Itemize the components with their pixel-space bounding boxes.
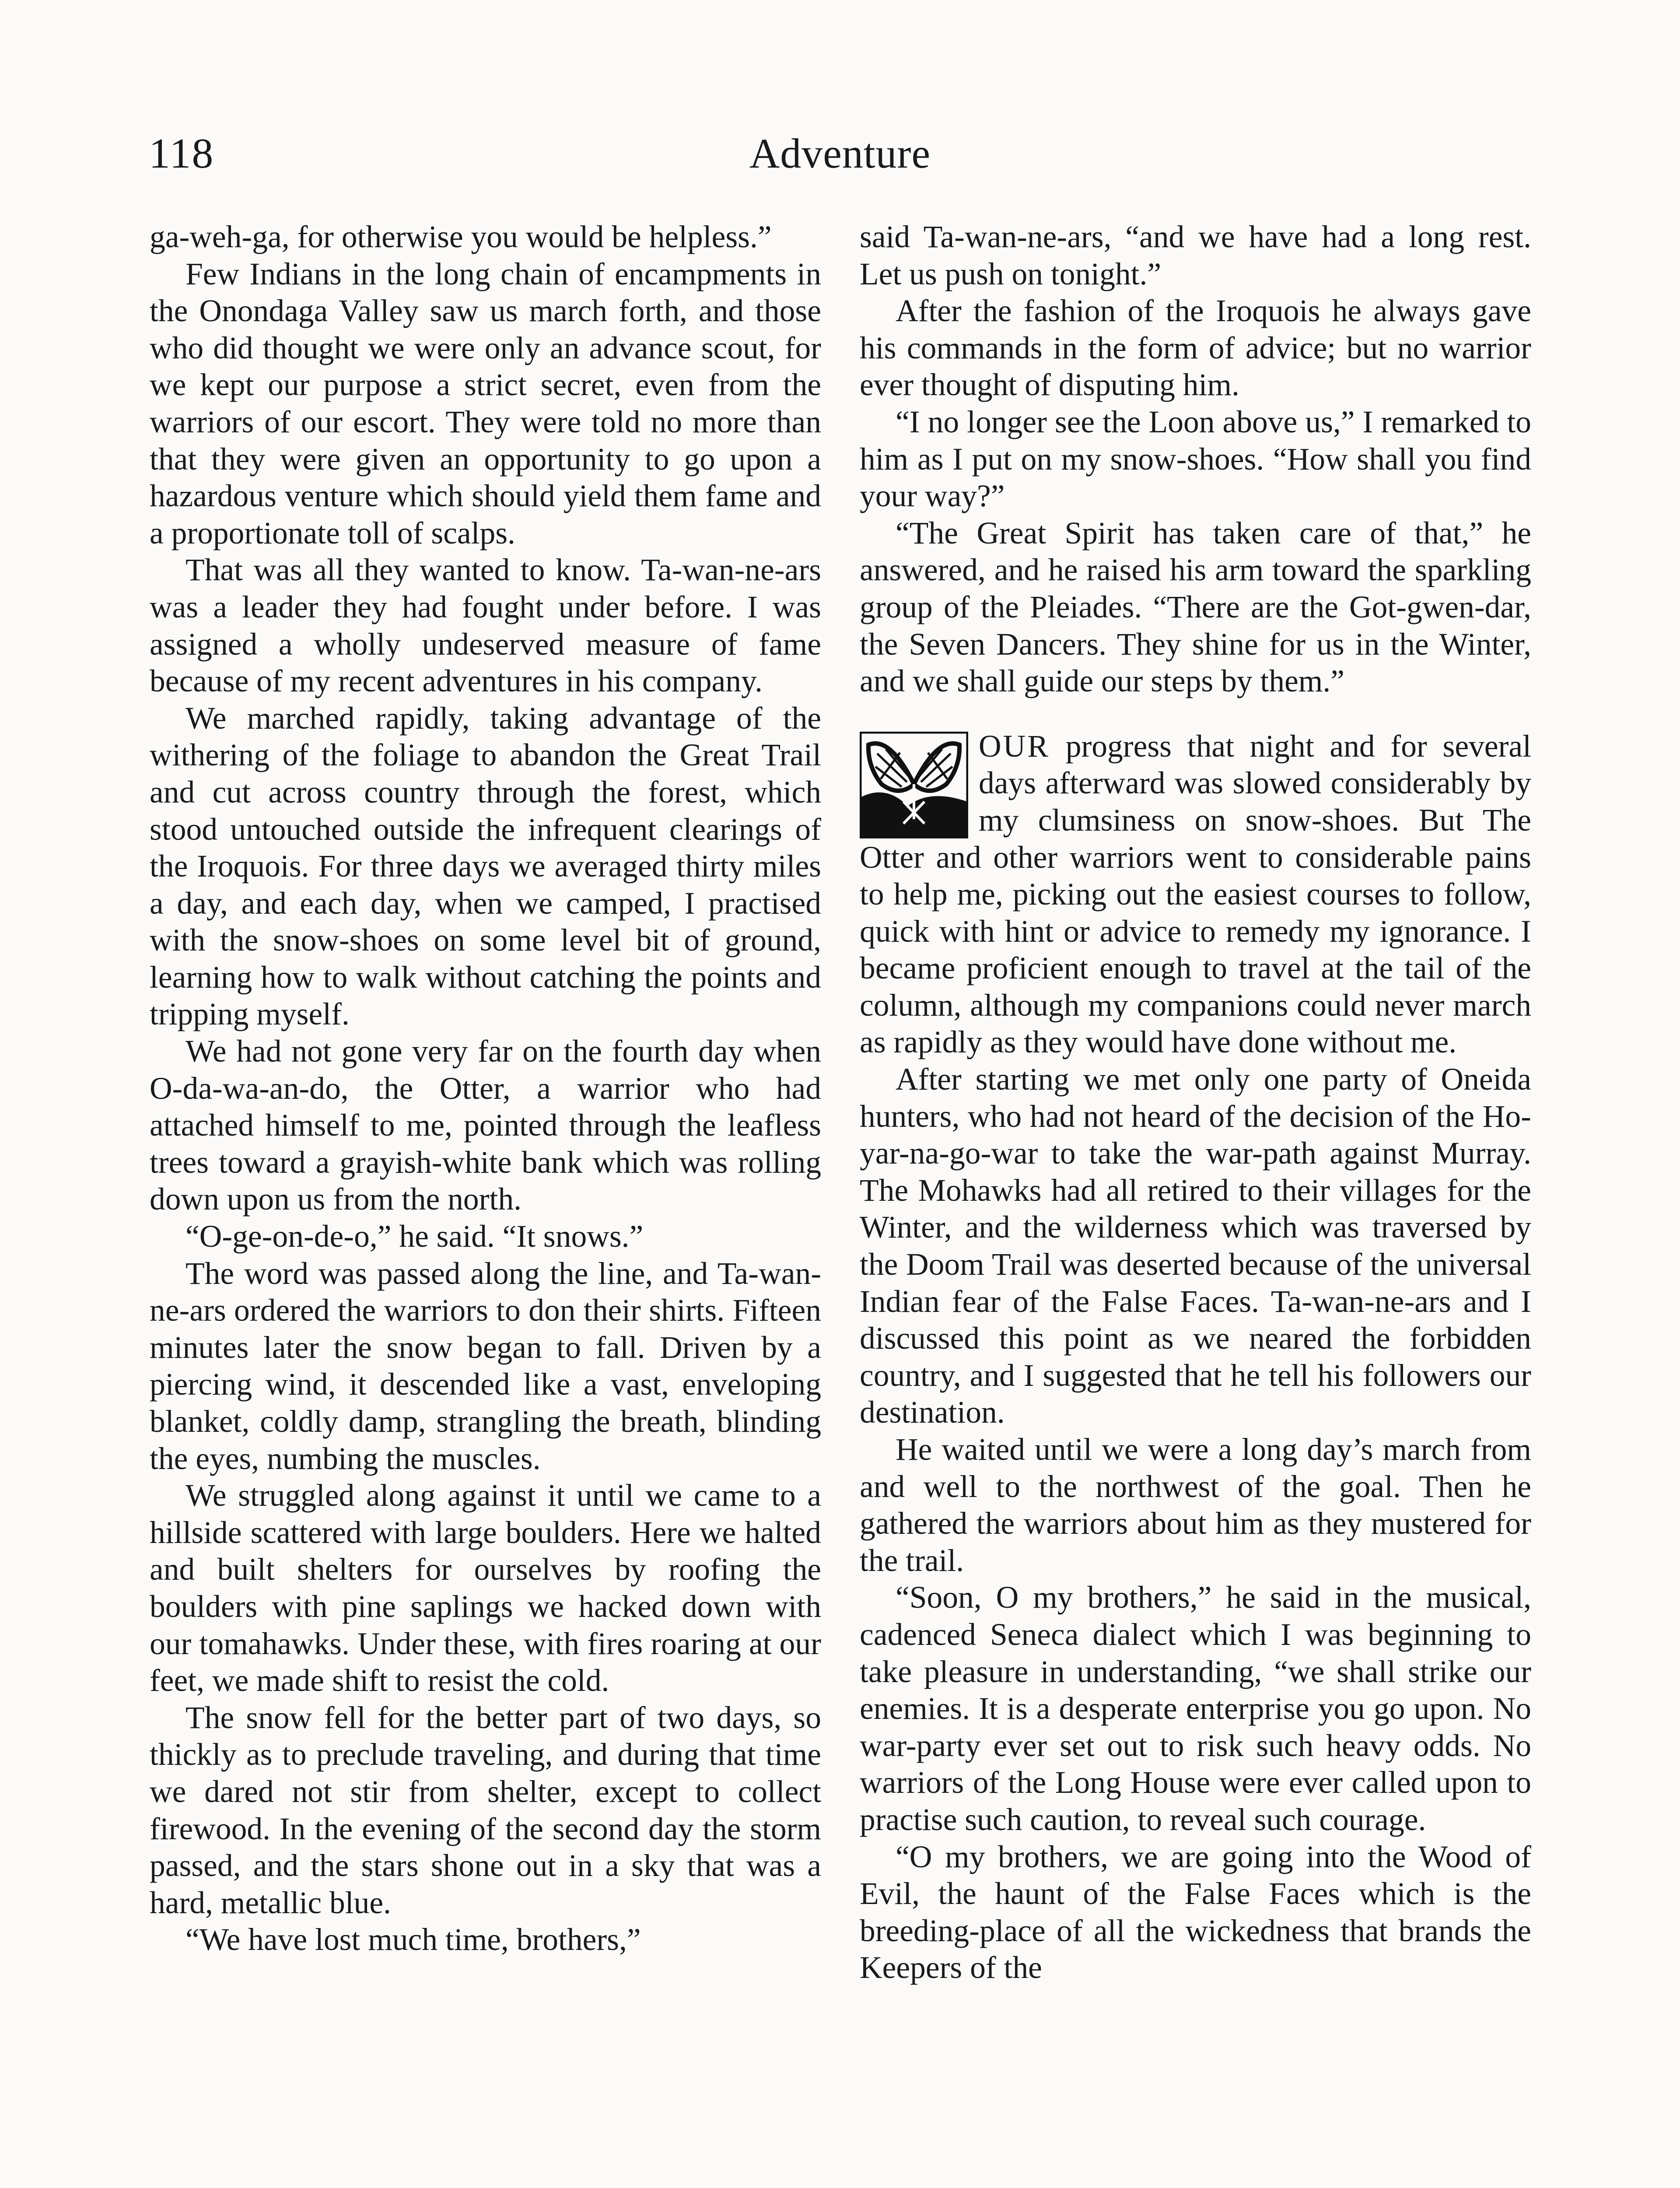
paragraph: ga-weh-ga, for otherwise you would be helpless.” [150, 220, 772, 254]
paragraph: The word was passed along the line, and Ta-wan-ne-ars ordered the warriors to don their shirts. Fifteen minutes later the snow began to fall. Driven by a piercing wind, it descended like a vast, enveloping blanket, coldly damp, strangling the breath, blinding the eyes, numbing the muscles. [150, 1256, 821, 1476]
section-first-word: OUR [979, 729, 1050, 764]
paragraph: The snow fell for the better part of two days, so thickly as to preclude traveling, and during that time we dared not stir from shelter, except to collect firewood. In the evening of the second day the storm passed, and the stars shone out in a sky that was a hard, metallic blue. [150, 1700, 821, 1920]
paragraph: “We have lost much time, brothers,” [186, 1922, 641, 1957]
paragraph: “I no longer see the Loon above us,” I remarked to him as I put on my snow-shoes. “How shall you find your way?” [860, 404, 1531, 514]
paragraph: That was all they wanted to know. Ta-wan-ne-ars was a leader they had fought under before. I was assigned a wholly undeserved measure of fame because of my recent adventures in his company. [150, 553, 821, 699]
page-number: 118 [149, 130, 214, 177]
right-column [860, 219, 1531, 1987]
paragraph: We struggled along against it until we came to a hillside scattered with large boulders. Here we halted and built shelters for ourselves by roofing the boulders with pine saplings we hacked down with our tomahawks. Under these, with fires roaring at our feet, we made shift to resist the cold. [150, 1478, 821, 1698]
running-head: Adventure [749, 130, 931, 177]
paragraph: “O my brothers, we are going into the Wood of Evil, the haunt of the False Faces which is the breeding-place of all the wickedness that brands the Keepers of the [860, 1839, 1531, 1985]
paragraph: After starting we met only one party of Oneida hunters, who had not heard of the decision of the Ho-yar-na-go-war to take the war-path against Murray. The Mohawks had all retired to their villages for the Winter, and the wilderness which was traversed by the Doom Trail was deserted because of the universal Indian fear of the False Faces. Ta-wan-ne-ars and I discussed this point as we neared the forbidden country, and I suggested that he tell his followers our destination. [860, 1062, 1531, 1430]
section-opening-paragraph [860, 728, 1531, 1061]
paragraph: After the fashion of the Iroquois he always gave his commands in the form of advice; but no warrior ever thought of disputing him. [860, 294, 1531, 403]
left-column [150, 219, 821, 1959]
page-header [149, 129, 1531, 195]
snowshoe-dropcap-icon [860, 732, 968, 838]
paragraph: “The Great Spirit has taken care of that,” he answered, and he raised his arm toward the sparkling group of the Pleiades. “There are the Got-gwen-dar, the Seven Dancers. They shine for us in the Winter, and we shall guide our steps by them.” [860, 515, 1531, 699]
paragraph: said Ta-wan-ne-ars, “and we have had a long rest. Let us push on tonight.” [860, 220, 1531, 291]
section-opening-text: progress that night and for several days afterward was slowed considerably by my clumsiness on snow-shoes. But The Otter and other warriors went to considerable pains to help me, picking out the easiest courses to follow, quick with hint or advice to remedy my ignorance. I became proficient enough to travel at the tail of the column, although my companions could never march as rapidly as they would have done without me. [860, 729, 1531, 1060]
paragraph: “Soon, O my brothers,” he said in the musical, cadenced Seneca dialect which I was beginning to take pleasure in understanding, “we shall strike our enemies. It is a desperate enterprise you go upon. No war-party ever set out to risk such heavy odds. No warriors of the Long House were ever called upon to practise such caution, to reveal such courage. [860, 1580, 1531, 1837]
paragraph: Few Indians in the long chain of encampments in the Onondaga Valley saw us march forth, and those who did thought we were only an advance scout, for we kept our purpose a strict secret, even from the warriors of our escort. They were told no more than that they were given an opportunity to go upon a hazardous venture which should yield them fame and a proportionate toll of scalps. [150, 256, 821, 551]
paragraph: “O-ge-on-de-o,” he said. “It snows.” [186, 1219, 644, 1254]
paragraph: We marched rapidly, taking advantage of the withering of the foliage to abandon the Great Trail and cut across country through the forest, which stood untouched outside the infrequent clearings of the Iroquois. For three days we averaged thirty miles a day, and each day, when we camped, I practised with the snow-shoes on some level bit of ground, learning how to walk without catching the points and tripping myself. [150, 701, 821, 1032]
paragraph: We had not gone very far on the fourth day when O-da-wa-an-do, the Otter, a warrior who had attached himself to me, pointed through the leafless trees toward a grayish-white bank which was rolling down upon us from the north. [150, 1034, 821, 1217]
paragraph: He waited until we were a long day’s march from and well to the northwest of the goal. Then he gathered the warriors about him as they mustered for the trail. [860, 1432, 1531, 1578]
